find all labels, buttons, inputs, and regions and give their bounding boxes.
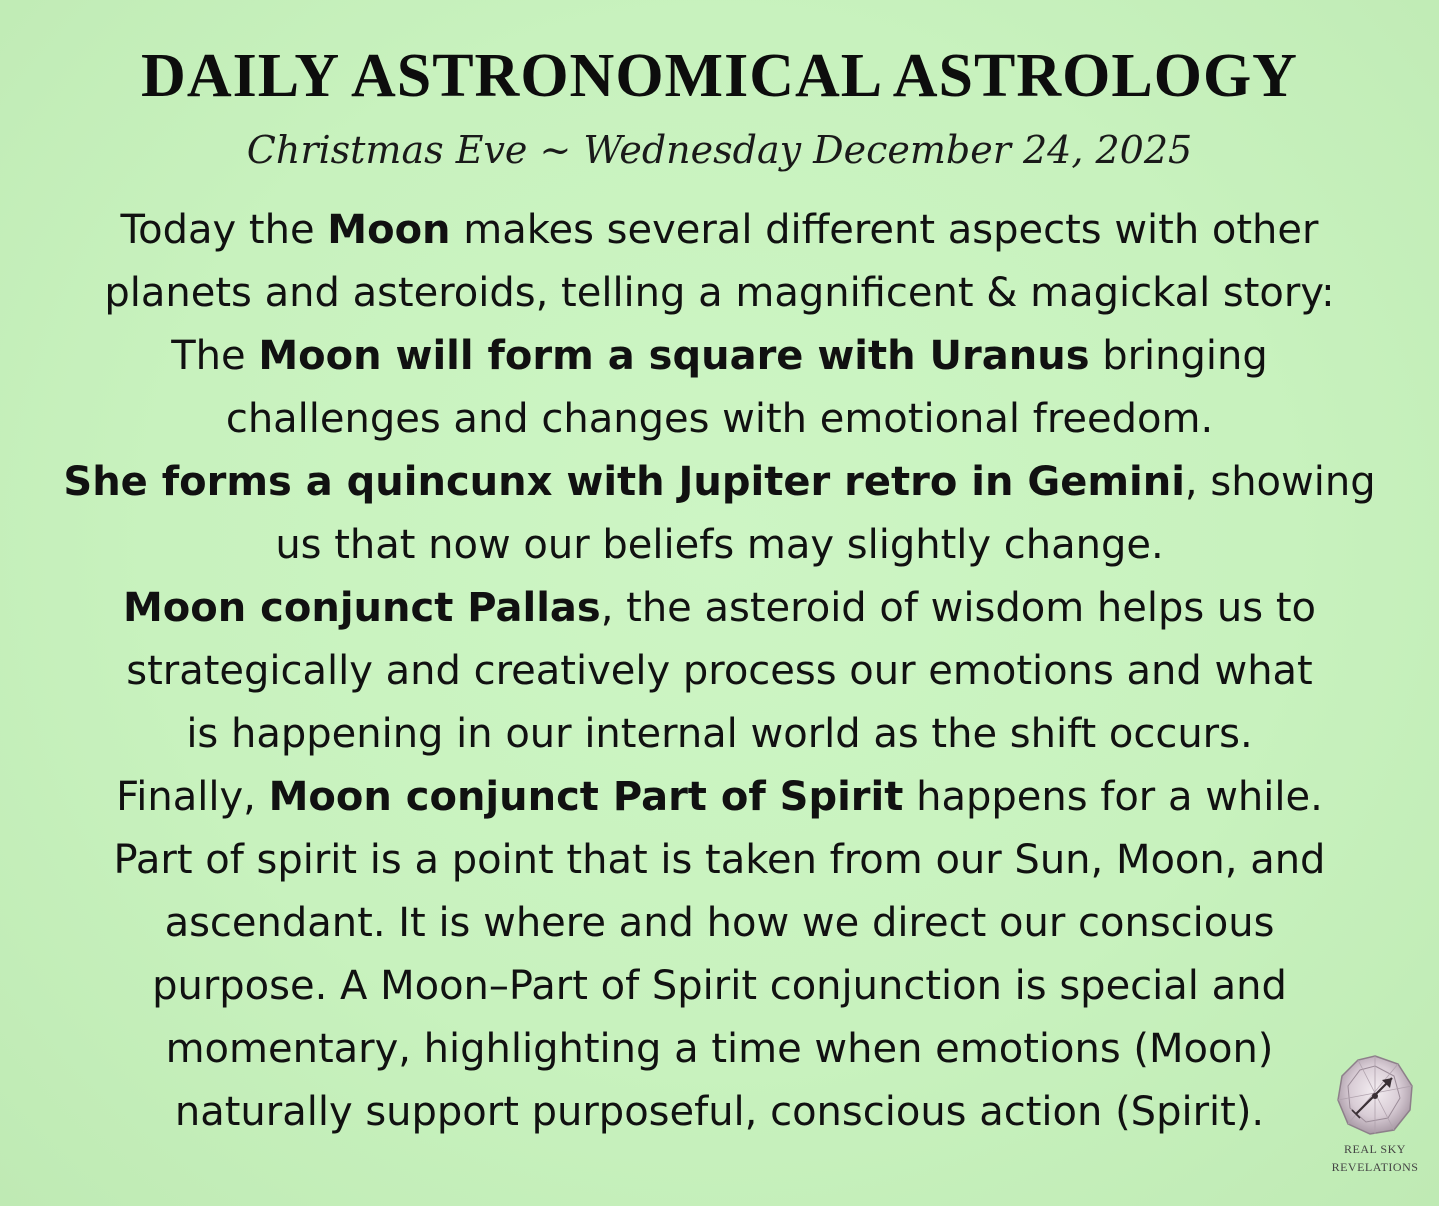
body-line	[40, 1018, 1399, 1081]
body-line	[40, 388, 1399, 451]
body-line	[40, 829, 1399, 892]
line-text: naturally support purposeful, conscious action (Spirit).	[174, 1089, 1265, 1135]
line-text: The	[171, 333, 259, 379]
line-text: strategically and creatively process our emotions and what	[126, 648, 1313, 694]
line-text: makes several different aspects with other	[450, 207, 1319, 253]
body-line	[40, 514, 1399, 577]
body-line	[40, 262, 1399, 325]
line-emphasis: Moon conjunct Part of Spirit	[268, 774, 904, 820]
page-title: DAILY ASTRONOMICAL ASTROLOGY	[141, 42, 1298, 110]
brand-logo	[1320, 1052, 1430, 1192]
line-text: momentary, highlighting a time when emotions (Moon)	[165, 1026, 1274, 1072]
body-line	[40, 766, 1399, 829]
body-line	[40, 640, 1399, 703]
body-line	[40, 199, 1399, 262]
line-emphasis: Moon will form a square with Uranus	[258, 333, 1090, 379]
body-line	[40, 892, 1399, 955]
body-text	[40, 199, 1399, 1144]
line-text: happens for a while.	[903, 774, 1323, 820]
line-emphasis: Moon conjunct Pallas	[123, 585, 601, 631]
line-text: , the asteroid of wisdom helps us to	[600, 585, 1316, 631]
line-text: Finally,	[116, 774, 269, 820]
body-line	[40, 1081, 1399, 1144]
body-line	[40, 325, 1399, 388]
page-subtitle: Christmas Eve ~ Wednesday December 24, 2025	[246, 128, 1193, 172]
arrow-crystal-logo-icon	[1332, 1052, 1418, 1138]
line-text: us that now our beliefs may slightly change.	[275, 522, 1164, 568]
body-line	[40, 577, 1399, 640]
logo-line: REVELATIONS	[1331, 1160, 1419, 1174]
line-emphasis: Moon	[327, 207, 451, 253]
body-line	[40, 451, 1399, 514]
line-text: ascendant. It is where and how we direct our conscious	[164, 900, 1275, 946]
logo-text	[1320, 1140, 1430, 1176]
body-line	[40, 955, 1399, 1018]
line-text: , showing	[1184, 459, 1376, 505]
line-emphasis: She forms a quincunx with Jupiter retro in Gemini	[63, 459, 1185, 505]
line-text: purpose. A Moon–Part of Spirit conjunction is special and	[152, 963, 1287, 1009]
line-text: Part of spirit is a point that is taken from our Sun, Moon, and	[113, 837, 1326, 883]
line-text: challenges and changes with emotional freedom.	[225, 396, 1214, 442]
line-text: planets and asteroids, telling a magnificent & magickal story:	[104, 270, 1335, 316]
line-text: Today the	[120, 207, 328, 253]
body-line	[40, 703, 1399, 766]
line-text: bringing	[1089, 333, 1268, 379]
line-text: is happening in our internal world as the shift occurs.	[186, 711, 1253, 757]
logo-line: REAL SKY	[1344, 1142, 1406, 1156]
